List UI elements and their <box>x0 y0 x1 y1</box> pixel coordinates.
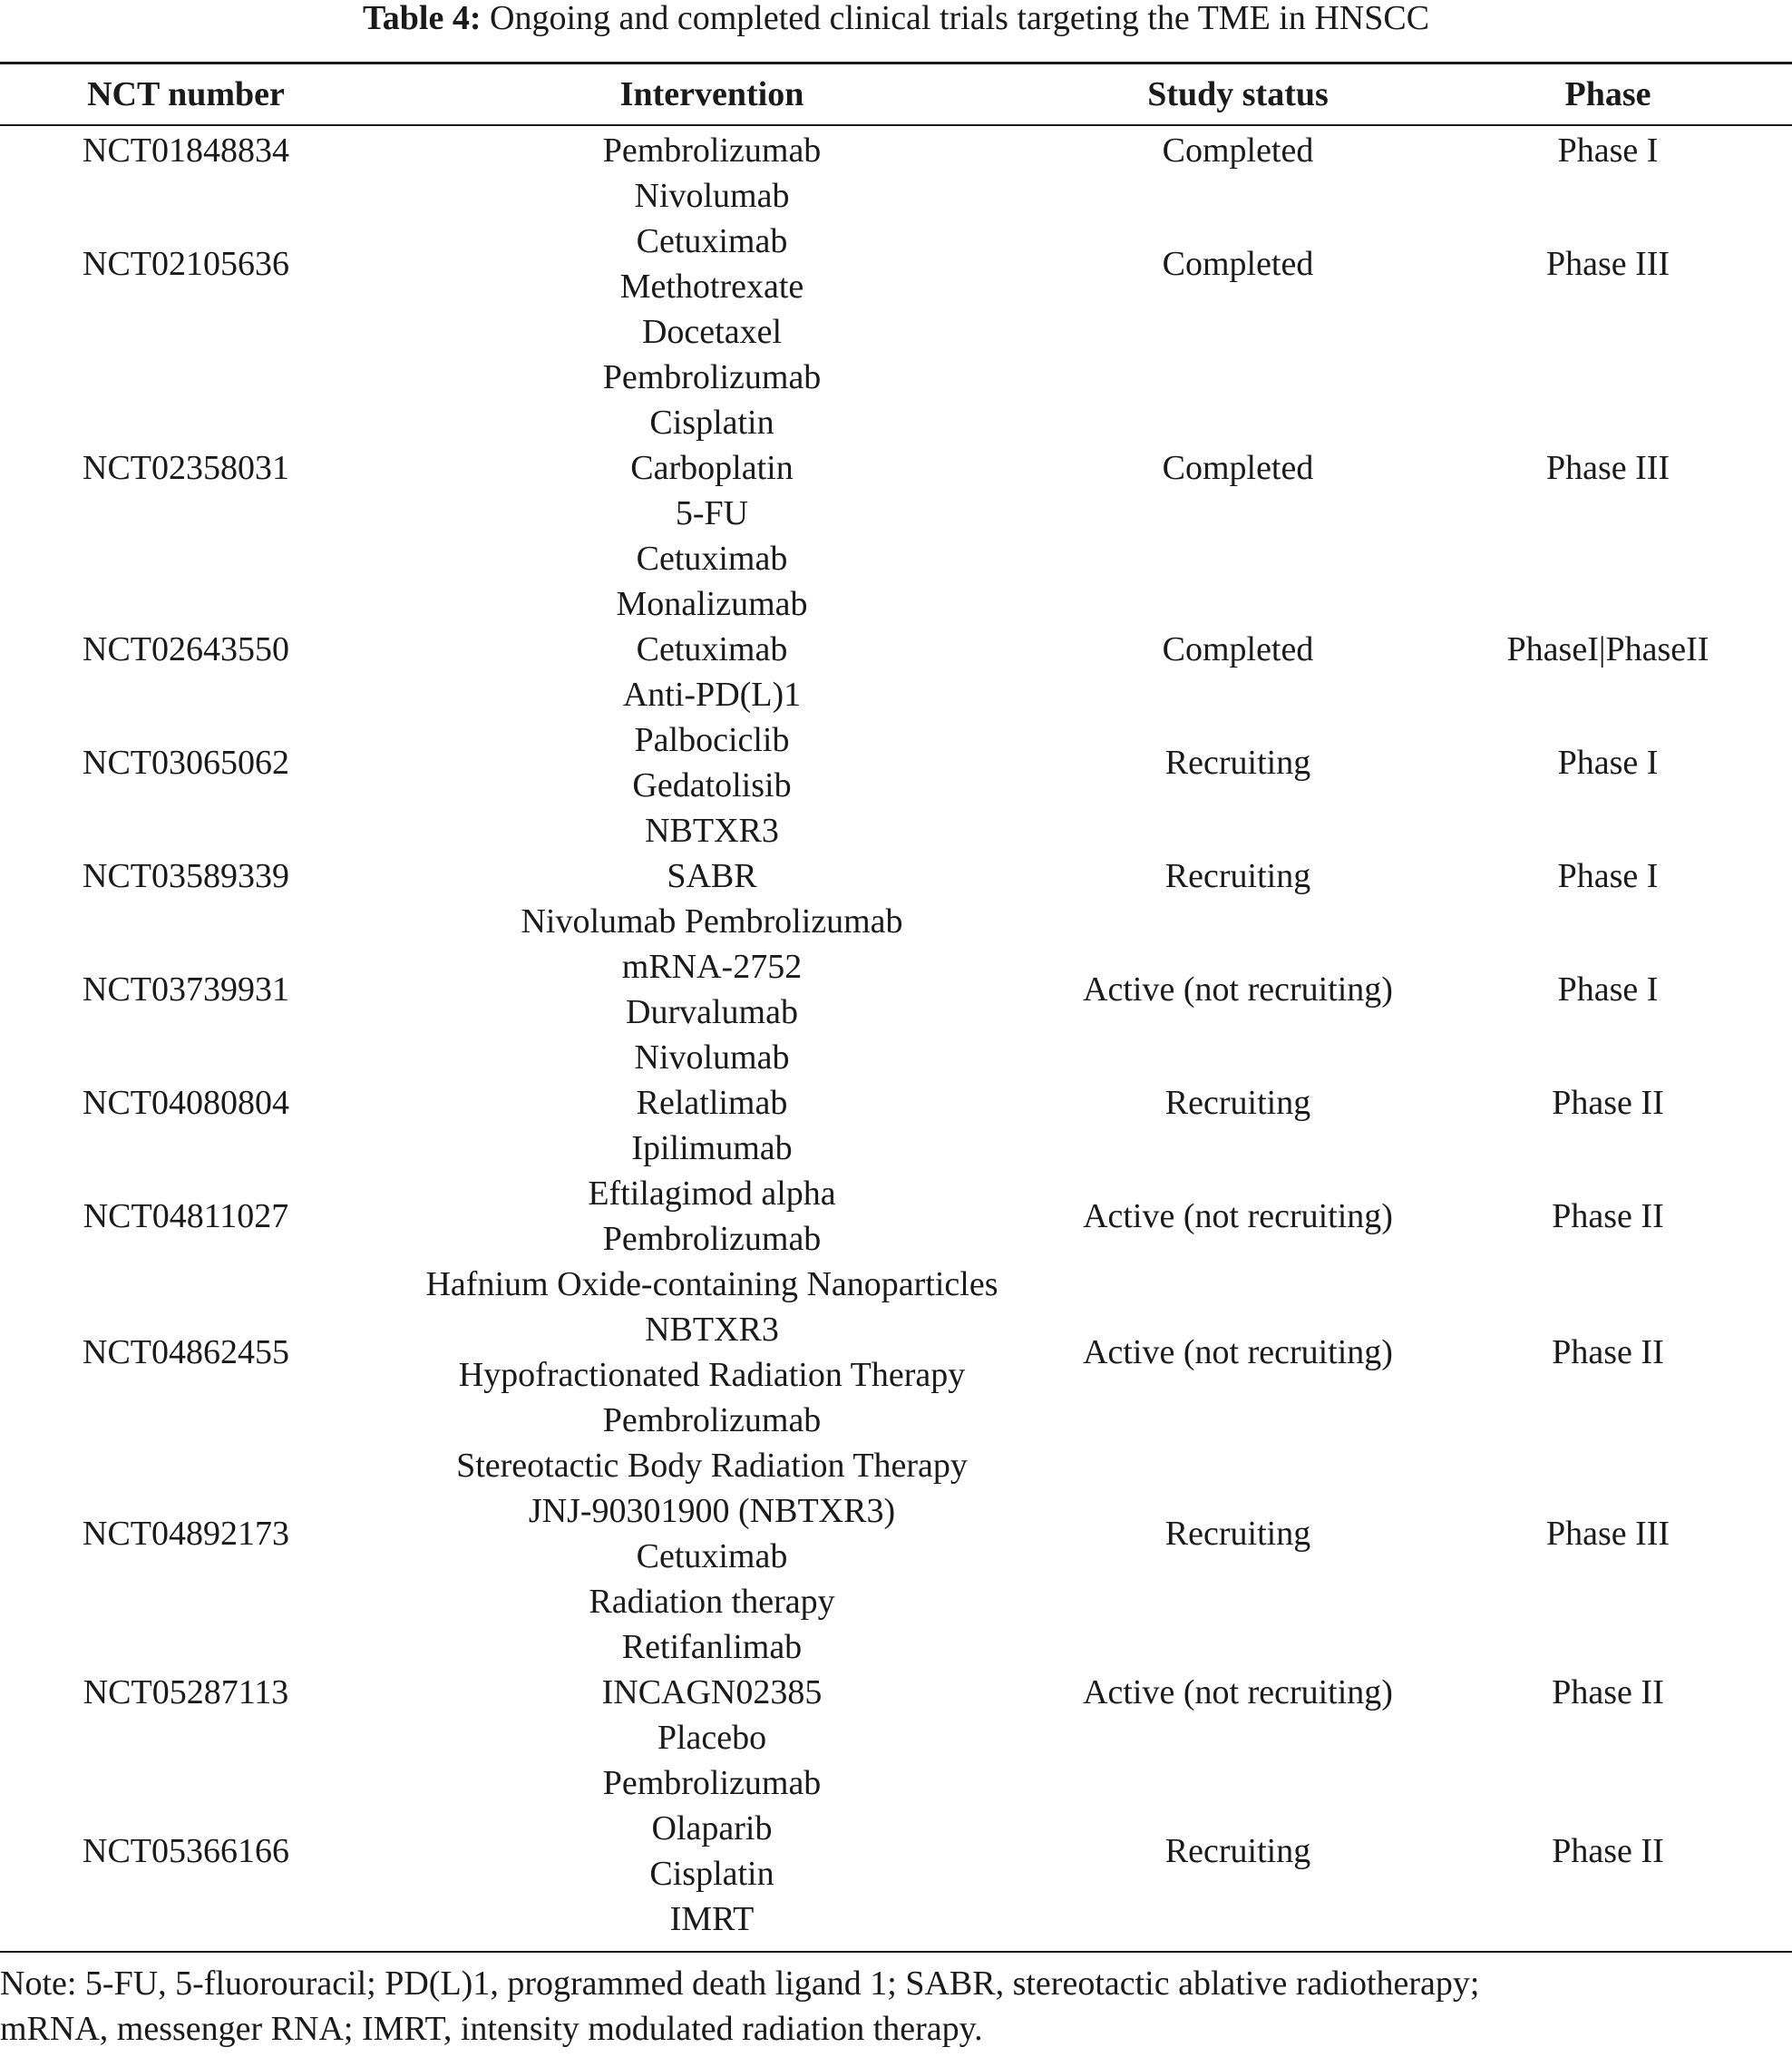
cell-intervention <box>372 124 1052 173</box>
intervention-item: Pembrolizumab <box>602 132 822 170</box>
intervention-item: Cetuximab <box>636 1537 788 1575</box>
cell-nct-number: NCT03739931 <box>83 970 289 1009</box>
cell-intervention <box>372 1760 1052 1942</box>
cell-study-status: Recruiting <box>1164 1832 1311 1870</box>
cell-nct-number: NCT04892173 <box>83 1515 289 1553</box>
cell-study-status: Completed <box>1162 132 1314 170</box>
table-row <box>0 808 1792 944</box>
header-phase: Phase <box>1564 75 1651 113</box>
intervention-item: Pembrolizumab <box>602 1220 822 1258</box>
intervention-item: Methotrexate <box>619 268 804 306</box>
intervention-item: Eftilagimod alpha <box>588 1175 836 1213</box>
table-body <box>0 124 1792 1942</box>
table-caption-label: Table 4: <box>362 0 482 37</box>
cell-intervention <box>372 1035 1052 1171</box>
table-row <box>0 355 1792 581</box>
cell-phase: Phase II <box>1552 1333 1664 1371</box>
cell-nct-number: NCT04862455 <box>83 1333 289 1371</box>
intervention-item: INCAGN02385 <box>601 1673 823 1711</box>
cell-phase: Phase III <box>1545 1515 1670 1553</box>
cell-intervention <box>372 173 1052 355</box>
cell-intervention <box>372 581 1052 717</box>
intervention-item: Retifanlimab <box>621 1628 803 1666</box>
table-caption-text: Ongoing and completed clinical trials targeting the TME in HNSCC <box>490 0 1430 37</box>
cell-nct-number: NCT05366166 <box>83 1832 289 1870</box>
intervention-item: Radiation therapy <box>589 1583 835 1621</box>
cell-phase: PhaseI|PhaseII <box>1506 630 1709 668</box>
intervention-item: Durvalumab <box>626 993 798 1031</box>
table-row <box>0 944 1792 1035</box>
cell-intervention <box>372 1624 1052 1760</box>
table-row <box>0 1760 1792 1942</box>
cell-phase: Phase III <box>1545 449 1670 487</box>
cell-intervention <box>372 808 1052 944</box>
note-line: Note: 5-FU, 5-fluorouracil; PD(L)1, programmed death ligand 1; SABR, stereotactic ablative radiotherapy; <box>0 1964 1480 2003</box>
cell-study-status: Active (not recruiting) <box>1083 1333 1393 1371</box>
cell-intervention <box>372 717 1052 808</box>
cell-nct-number: NCT02643550 <box>83 630 289 668</box>
intervention-item: Anti-PD(L)1 <box>622 676 802 714</box>
cell-nct-number: NCT02358031 <box>83 449 289 487</box>
table-row <box>0 173 1792 355</box>
header-intervention: Intervention <box>619 75 804 113</box>
cell-study-status: Completed <box>1162 449 1314 487</box>
intervention-item: Olaparib <box>651 1809 773 1847</box>
table-row <box>0 1443 1792 1624</box>
cell-intervention <box>372 1443 1052 1624</box>
cell-phase: Phase II <box>1552 1832 1664 1870</box>
cell-study-status: Active (not recruiting) <box>1083 970 1393 1009</box>
cell-study-status: Completed <box>1162 245 1314 283</box>
intervention-item: Palbociclib <box>634 721 790 759</box>
clinical-trials-table <box>0 64 1792 1942</box>
cell-study-status: Recruiting <box>1164 1515 1311 1553</box>
intervention-item: Nivolumab <box>634 1038 790 1077</box>
cell-phase: Phase I <box>1557 857 1659 895</box>
cell-nct-number: NCT05287113 <box>83 1673 289 1711</box>
cell-intervention <box>372 355 1052 581</box>
table-header-row <box>0 64 1792 124</box>
table-row <box>0 124 1792 173</box>
intervention-item: JNJ-90301900 (NBTXR3) <box>528 1492 896 1530</box>
intervention-item: Pembrolizumab <box>602 1764 822 1802</box>
table-row <box>0 1035 1792 1171</box>
intervention-item: Cetuximab <box>636 630 788 668</box>
cell-phase: Phase I <box>1557 970 1659 1009</box>
cell-nct-number: NCT01848834 <box>83 132 289 170</box>
intervention-item: IMRT <box>669 1900 755 1938</box>
cell-nct-number: NCT03065062 <box>83 744 289 782</box>
cell-phase: Phase III <box>1545 245 1670 283</box>
cell-intervention <box>372 944 1052 1035</box>
table-caption <box>0 0 1792 38</box>
intervention-item: Gedatolisib <box>632 766 792 804</box>
intervention-item: Nivolumab Pembrolizumab <box>521 902 903 941</box>
intervention-item: Cisplatin <box>649 404 774 442</box>
cell-intervention <box>372 1262 1052 1443</box>
header-study-status: Study status <box>1147 75 1329 113</box>
table-row <box>0 1171 1792 1262</box>
intervention-item: NBTXR3 <box>645 1311 779 1349</box>
intervention-item: Monalizumab <box>616 585 808 623</box>
table-row <box>0 717 1792 808</box>
intervention-item: Cetuximab <box>636 540 788 578</box>
intervention-item: mRNA-2752 <box>621 948 803 986</box>
cell-study-status: Active (not recruiting) <box>1083 1673 1393 1711</box>
cell-study-status: Recruiting <box>1164 857 1311 895</box>
cell-phase: Phase II <box>1552 1673 1664 1711</box>
cell-phase: Phase II <box>1552 1197 1664 1235</box>
intervention-item: Nivolumab <box>634 177 790 215</box>
table-bottom-rule <box>0 1951 1792 1953</box>
cell-nct-number: NCT02105636 <box>83 245 289 283</box>
intervention-item: Ipilimumab <box>631 1129 793 1167</box>
cell-study-status: Recruiting <box>1164 1084 1311 1122</box>
intervention-item: 5-FU <box>675 494 749 532</box>
table-row <box>0 1624 1792 1760</box>
cell-phase: Phase II <box>1552 1084 1664 1122</box>
cell-study-status: Active (not recruiting) <box>1083 1197 1393 1235</box>
intervention-item: Stereotactic Body Radiation Therapy <box>456 1447 968 1485</box>
note-line: mRNA, messenger RNA; IMRT, intensity modulated radiation therapy. <box>0 2010 983 2048</box>
header-nct-number: NCT number <box>87 75 285 113</box>
intervention-item: Placebo <box>657 1719 767 1757</box>
table-row <box>0 1262 1792 1443</box>
intervention-item: Hafnium Oxide-containing Nanoparticles <box>425 1265 998 1303</box>
table-note <box>0 1961 1777 2052</box>
intervention-item: Hypofractionated Radiation Therapy <box>458 1356 966 1394</box>
intervention-item: SABR <box>667 857 757 895</box>
intervention-item: Carboplatin <box>630 449 794 487</box>
cell-study-status: Completed <box>1162 630 1314 668</box>
cell-nct-number: NCT04080804 <box>83 1084 289 1122</box>
cell-phase: Phase I <box>1557 132 1659 170</box>
intervention-item: Cetuximab <box>636 222 788 260</box>
cell-intervention <box>372 1171 1052 1262</box>
intervention-item: Docetaxel <box>641 313 783 351</box>
intervention-item: NBTXR3 <box>645 812 779 850</box>
intervention-item: Pembrolizumab <box>602 1401 822 1439</box>
cell-study-status: Recruiting <box>1164 744 1311 782</box>
intervention-item: Pembrolizumab <box>602 358 822 396</box>
table-row <box>0 581 1792 717</box>
cell-nct-number: NCT04811027 <box>83 1197 289 1235</box>
intervention-item: Relatlimab <box>636 1084 788 1122</box>
cell-phase: Phase I <box>1557 744 1659 782</box>
intervention-item: Cisplatin <box>649 1855 774 1893</box>
cell-nct-number: NCT03589339 <box>83 857 289 895</box>
